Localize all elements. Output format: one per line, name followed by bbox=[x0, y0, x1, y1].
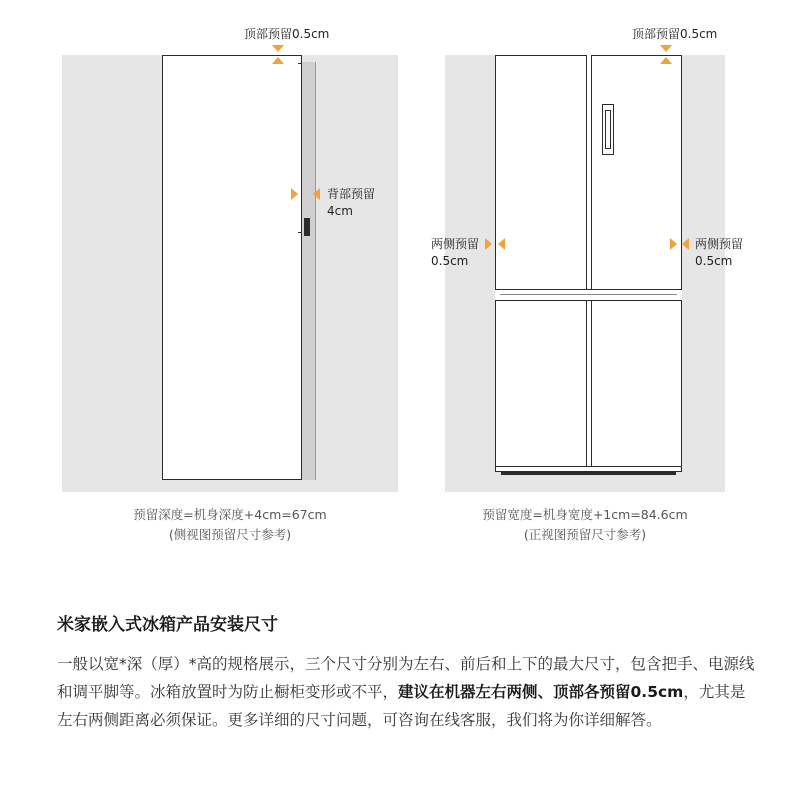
front-top-gap-label: 顶部预留0.5cm bbox=[632, 27, 718, 41]
left-gap-label-line1: 两侧预留 bbox=[431, 237, 480, 251]
article-body bbox=[57, 650, 757, 734]
side-view-diagram bbox=[0, 0, 400, 560]
article-text-part1: 一般以宽*深（厚）*高的规格展示，三个尺寸分别为左右、前后和上下的最大尺寸，包含把手、电源线和调平脚等。冰箱放置时为防止橱柜变形或不平， bbox=[57, 655, 755, 701]
display-panel-inner bbox=[605, 110, 611, 149]
front-top-gap-marker-down bbox=[660, 45, 672, 52]
back-gap-marker-left bbox=[313, 188, 320, 200]
side-view-hinge bbox=[304, 218, 310, 236]
front-view-caption-line2: (正视图预留尺寸参考) bbox=[523, 527, 647, 542]
right-gap-marker-right bbox=[670, 238, 677, 250]
right-gap-label-line1: 两侧预留 bbox=[695, 237, 744, 251]
side-view-fridge-body bbox=[162, 55, 302, 480]
side-view-caption-line2: (侧视图预留尺寸参考) bbox=[168, 527, 292, 542]
left-gap-marker-left bbox=[498, 238, 505, 250]
left-gap-label bbox=[431, 236, 479, 270]
article-text-part2: ，尤其是左右两侧距离必须保证。更多详细的尺寸问题，可咨询在线客服，我们将为你详细解答。 bbox=[57, 683, 746, 729]
right-gap-marker-left bbox=[682, 238, 689, 250]
article-text-bold: 建议在机器左右两侧、顶部各预留0.5cm bbox=[398, 683, 684, 701]
back-gap-label-line2: 4cm bbox=[327, 204, 353, 218]
front-view-feet bbox=[501, 472, 676, 475]
front-view-center-split bbox=[586, 55, 592, 471]
article-title: 米家嵌入式冰箱产品安装尺寸 bbox=[57, 615, 278, 635]
side-view-back-panel bbox=[302, 62, 316, 480]
front-view-middle-band-line bbox=[500, 294, 677, 295]
left-gap-label-line2: 0.5cm bbox=[431, 254, 469, 268]
side-view-caption-line1: 预留深度=机身深度+4cm=67cm bbox=[133, 507, 327, 522]
side-view-door-edge bbox=[298, 63, 302, 233]
front-top-gap-marker-up bbox=[660, 57, 672, 64]
top-gap-marker-down bbox=[272, 45, 284, 52]
side-view-caption bbox=[62, 505, 398, 545]
front-view-caption bbox=[445, 505, 725, 545]
back-gap-label bbox=[327, 186, 375, 220]
front-view-middle-band bbox=[495, 289, 682, 301]
right-gap-label-line2: 0.5cm bbox=[695, 254, 733, 268]
front-view-diagram bbox=[400, 0, 790, 560]
left-gap-marker-right bbox=[485, 238, 492, 250]
side-top-gap-label: 顶部预留0.5cm bbox=[244, 27, 330, 41]
right-gap-label bbox=[695, 236, 743, 270]
top-gap-marker-up bbox=[272, 57, 284, 64]
front-view-caption-line1: 预留宽度=机身宽度+1cm=84.6cm bbox=[482, 507, 688, 522]
back-gap-label-line1: 背部预留 bbox=[327, 187, 376, 201]
back-gap-marker-right bbox=[291, 188, 298, 200]
